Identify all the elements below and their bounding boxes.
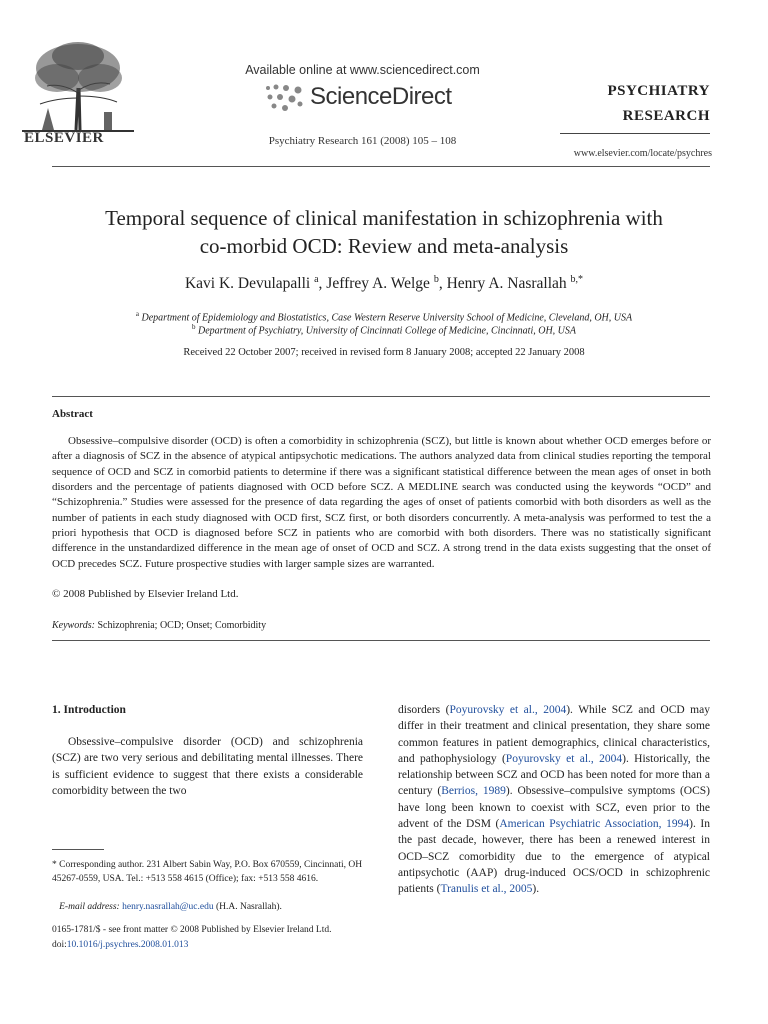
journal-title-line1: PSYCHIATRY bbox=[607, 83, 710, 99]
affiliation-b bbox=[40, 323, 728, 336]
abstract-heading: Abstract bbox=[52, 408, 93, 420]
keywords-divider bbox=[52, 640, 710, 641]
keywords bbox=[52, 620, 266, 631]
journal-title-line2: RESEARCH bbox=[622, 108, 710, 124]
doi-line bbox=[52, 940, 188, 950]
reference-link[interactable]: Tranulis et al., 2005 bbox=[440, 883, 533, 896]
author-affiliation-mark: b bbox=[433, 274, 439, 285]
intro-left-column: Obsessive–compulsive disorder (OCD) and schizophrenia (SCZ) are two very serious and debilitating mental illnesses. There is sufficient evidence to suggest that there exists a considerable comorbidity between the two bbox=[52, 736, 363, 797]
affiliation-text: Department of Psychiatry, University of Cincinnati College of Medicine, Cincinnati, OH, USA bbox=[198, 325, 576, 337]
abstract-divider bbox=[52, 396, 710, 397]
keywords-label: Keywords: bbox=[52, 620, 95, 631]
email-label: E-mail address: bbox=[59, 902, 120, 912]
email-note bbox=[52, 902, 363, 912]
doi-prefix: doi: bbox=[52, 940, 67, 950]
received-dates: Received 22 October 2007; received in revised form 8 January 2008; accepted 22 January 2008 bbox=[183, 347, 585, 358]
corresponding-author-note: * Corresponding author. 231 Albert Sabin Way, P.O. Box 670559, Cincinnati, OH 45267-0559, USA. Tel.: +513 558 4615 (Office); fax: +513 558 4616. bbox=[52, 860, 363, 884]
body-text: ). Historically, the relationship between SCZ and OCD has been noted for more than a century ( bbox=[398, 752, 710, 798]
affiliation-a bbox=[40, 310, 728, 323]
author-separator: , bbox=[438, 275, 447, 293]
reference-link[interactable]: Poyurovsky et al., 2004 bbox=[449, 704, 567, 716]
author-list bbox=[40, 274, 728, 293]
author-name: Jeffrey A. Welge bbox=[326, 275, 430, 293]
abstract-copyright: © 2008 Published by Elsevier Ireland Ltd. bbox=[52, 588, 239, 600]
sciencedirect-logo[interactable] bbox=[262, 80, 472, 116]
header-divider bbox=[52, 166, 710, 167]
journal-url[interactable]: www.elsevier.com/locate/psychres bbox=[573, 148, 712, 159]
abstract-body: Obsessive–compulsive disorder (OCD) is often a comorbidity in schizophrenia (SCZ), but little is known about whether OCD emerges before or after a diagnosis of SCZ in the absence of atypical antipsychotic medications. The authors analyzed data from clinical studies reporting the temporal sequence of OCD and SCZ in comorbid patients to determine if there was a significant statistical difference between the mean ages of onset in both disorders and the percentage of patients diagnosed with OCD before SCZ. A MEDLINE search was conducted using the keywords “OCD” and “Schizophrenia.” Studies were assessed for the presence of data regarding the ages of onset of patients comorbid with both disorders as well as the number of patients in each study diagnosed with OCD first, SCZ first, or both disorders concurrently. A meta-analysis was performed to test the a priori hypothesis that OCD is diagnosed before SCZ in patients who are comorbid with both disorders. There was no statistically significant difference in the unstandardized difference in the mean age of onset of OCD and SCZ. A strong trend in the data exists suggesting that the onset of OCD precedes SCZ. Future prospective studies with larger sample sizes are warranted. bbox=[52, 435, 711, 570]
affiliation-mark: a bbox=[135, 310, 139, 318]
article-title bbox=[40, 204, 728, 260]
front-matter: 0165-1781/$ - see front matter © 2008 Published by Elsevier Ireland Ltd. bbox=[52, 925, 332, 935]
title-line-1: Temporal sequence of clinical manifestation in schizophrenia with bbox=[105, 206, 663, 230]
body-text: ). While SCZ and OCD may differ in their treatment and clinical presentation, they share some common features in patient demographics, clinical characteristics, and pathophysiology ( bbox=[398, 704, 710, 765]
available-online-text: Available online at www.sciencedirect.com bbox=[245, 63, 480, 77]
sciencedirect-wordmark: ScienceDirect bbox=[310, 83, 452, 110]
author-separator: , bbox=[318, 275, 327, 293]
author-name: Henry A. Nasrallah bbox=[446, 275, 567, 293]
affiliation-text: Department of Epidemiology and Biostatistics, Case Western Reserve University School of Medicine, Cleveland, OH, USA bbox=[141, 312, 633, 324]
journal-citation: Psychiatry Research 161 (2008) 105 – 108 bbox=[268, 135, 457, 147]
journal-divider bbox=[560, 133, 710, 134]
affiliation-mark: b bbox=[192, 323, 196, 331]
email-link[interactable]: henry.nasrallah@uc.edu bbox=[122, 902, 214, 912]
intro-right-column bbox=[398, 702, 710, 898]
keywords-list: Schizophrenia; OCD; Onset; Comorbidity bbox=[97, 620, 267, 631]
reference-link[interactable]: American Psychiatric Association, 1994 bbox=[499, 818, 690, 831]
email-suffix: (H.A. Nasrallah). bbox=[213, 902, 282, 912]
author-name: Kavi K. Devulapalli bbox=[184, 275, 311, 293]
section-heading-introduction: 1. Introduction bbox=[52, 704, 126, 716]
body-text: ). bbox=[532, 883, 540, 896]
body-text: ). Obsessive–compulsive symptoms (OCS) have long been known to coexist with SCZ, even prior to the advent of the DSM ( bbox=[398, 785, 710, 831]
reference-link[interactable]: Poyurovsky et al., 2004 bbox=[505, 752, 623, 765]
footnote-divider bbox=[52, 849, 104, 850]
author-affiliation-mark: b,* bbox=[570, 274, 584, 285]
reference-link[interactable]: Berrios, 1989 bbox=[441, 785, 506, 798]
title-line-2: co-morbid OCD: Review and meta-analysis bbox=[199, 234, 569, 258]
publisher-name: ELSEVIER bbox=[24, 130, 104, 146]
author-affiliation-mark: a bbox=[314, 274, 319, 285]
doi-link[interactable]: 10.1016/j.psychres.2008.01.013 bbox=[66, 940, 189, 950]
sciencedirect-dots-icon bbox=[262, 82, 308, 114]
body-text: ). In the past decade, however, there has been a renewed interest in OCD–SCZ comorbidity due to the emergence of atypical antipsychotic (AAP) drug-induced OCS/OCD in schizophrenic patients ( bbox=[398, 818, 710, 896]
body-text: disorders ( bbox=[398, 704, 450, 716]
